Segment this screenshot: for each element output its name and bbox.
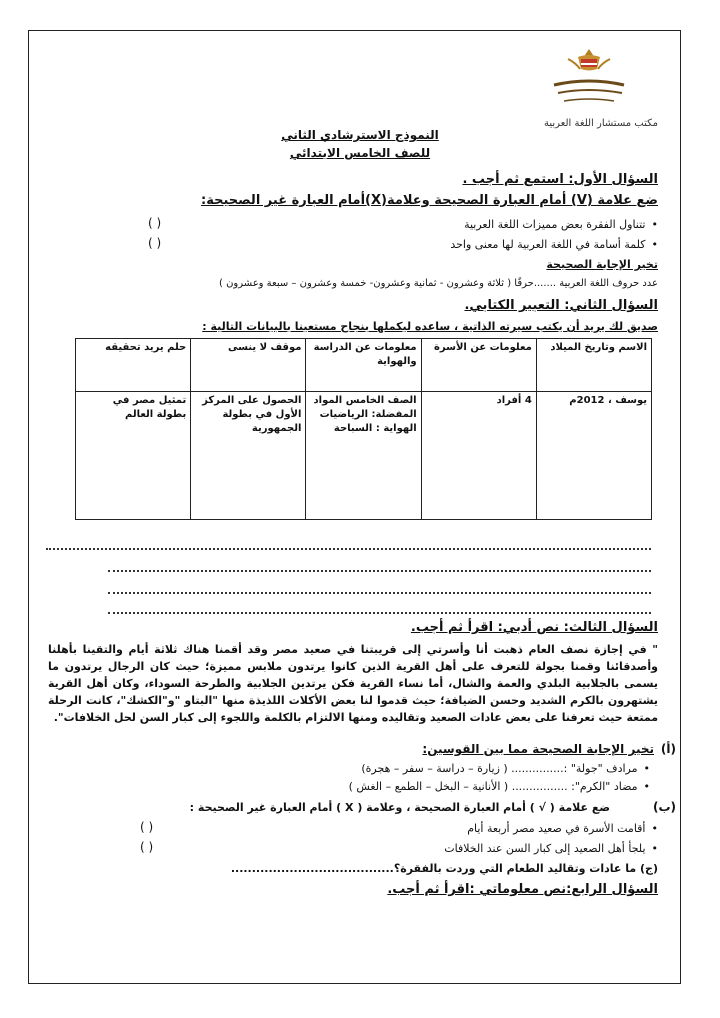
q3-part-a-heading: تخير الإجابة الصحيحة مما بين القوسين:: [422, 742, 654, 756]
cv-header-memory: موقف لا ينسى: [191, 339, 306, 392]
writing-line-1[interactable]: [46, 548, 651, 550]
writing-line-4[interactable]: [108, 612, 651, 614]
q3-heading: السؤال الثالث: نص أدبي: اقرأ ثم أجب.: [410, 620, 658, 635]
q1-choose-text: عدد حروف اللغة العربية .......حرفًا ( ثلاثة وعشرون - ثمانية وعشرون- خمسة وعشرون – سبعة وعشرون ): [219, 278, 658, 289]
writing-line-2[interactable]: [108, 570, 651, 572]
cv-cell-study: الصف الخامس المواد المفضلة: الرياضيات الهواية : السباحة: [306, 392, 421, 520]
q1-item-1: • تتناول الفقرة بعض مميزات اللغة العربية: [464, 218, 658, 231]
cv-header-family: معلومات عن الأسرة: [421, 339, 536, 392]
writing-line-3[interactable]: [108, 592, 651, 594]
cv-header-name: الاسم وتاريخ الميلاد: [536, 339, 651, 392]
q1-choose-heading: تخير الإجابة الصحيحة: [546, 258, 658, 271]
q3-part-b-item-2: • يلجأ أهل الصعيد إلى كبار السن عند الخلافات: [444, 842, 658, 855]
q4-heading: السؤال الرابع:نص معلوماتي :اقرأ ثم أجب.: [387, 882, 658, 897]
q2-instruction: صديق لك يريد أن يكتب سيرته الذاتية ، ساعده ليكملها بنجاح مستعينا بالبيانات التالية :: [202, 320, 658, 333]
q3-part-b-label: (ب): [652, 800, 676, 814]
office-label: مكتب مستشار اللغة العربية: [544, 118, 658, 129]
cv-cell-family: 4 أفراد: [421, 392, 536, 520]
q3-part-b-item-1-answer-box[interactable]: ( ): [140, 820, 154, 834]
q3-passage: " في إجازة نصف العام ذهبت أنا وأسرتي إلى قريبتنا في صعيد مصر وقد أقمنا هناك ثلاثة أيام والتقينا بأهلنا وأصدقائنا وقمنا بجولة للتعرف على أهل القرية الذين كانوا يرتدون ملابس مميزة؛ حيث كان الرجال يرتدون ما يسمى بالجلابية البلدي والعمة والشال، أما نساء القرية فكن يرتدين الجلابية والطرحة السوداء، وكان أهل القرية يشتهرون بالكرم الشديد وحسن الضيافة؛ حيث قدموا لنا بعض الأكلات اللذيذة منها "البتاو "و"الكشك"، كانت الرحلة ممتعة حيث تعرفنا على بعض عادات الصعيد وتقاليده ومنها الالتزام بالكلمة واللجوء إلى كبار السن لحل الخلافات".: [48, 643, 658, 724]
title-line2: للصف الخامس الابتدائي: [289, 146, 431, 160]
q3-part-b-heading: ضع علامة ( √ ) أمام العبارة الصحيحة ، وعلامة ( X ) أمام العبارة غير الصحيحة :: [189, 801, 610, 814]
q3-part-a-item-2: • مضاد "الكرم": ................ ( الأنانية – البخل – الطمع – الغش ): [349, 780, 650, 793]
cv-header-dream: حلم يريد تحقيقه: [76, 339, 191, 392]
q3-part-a-item-1: • مرادف "جولة" :............... ( زيارة – دراسة – سفر – هجرة): [361, 762, 650, 775]
cv-cell-dream: تمثيل مصر في بطولة العالم: [76, 392, 191, 520]
cv-cell-name: يوسف ، 2012م: [536, 392, 651, 520]
eagle-emblem-logo: [548, 45, 630, 115]
cv-table: [75, 338, 652, 520]
title-line1: النموذج الاسترشادي الثاني: [281, 128, 439, 142]
q1-heading: السؤال الأول: استمع ثم أجب .: [462, 172, 658, 187]
cv-cell-memory: الحصول على المركز الأول في بطولة الجمهورية: [191, 392, 306, 520]
q2-heading: السؤال الثاني: التعبير الكتابي.: [464, 298, 658, 313]
q1-instruction: ضع علامة (V) أمام العبارة الصحيحة وعلامة(X)أمام العبارة غير الصحيحة:: [201, 193, 658, 208]
q3-part-b-item-1: • أقامت الأسرة في صعيد مصر أربعة أيام: [467, 822, 658, 835]
q1-item-2-answer-box[interactable]: ( ): [148, 236, 162, 250]
q3-part-b-item-2-answer-box[interactable]: ( ): [140, 840, 154, 854]
q3-part-a-label: (أ): [660, 742, 676, 756]
q3-part-c: (ج) ما عادات وتقاليد الطعام التي وردت بالفقرة؟.......................................: [230, 862, 658, 875]
cv-header-study: معلومات عن الدراسة والهواية: [306, 339, 421, 392]
q1-item-1-answer-box[interactable]: ( ): [148, 216, 162, 230]
q1-item-2: • كلمة أسامة في اللغة العربية لها معنى واحد: [450, 238, 658, 251]
